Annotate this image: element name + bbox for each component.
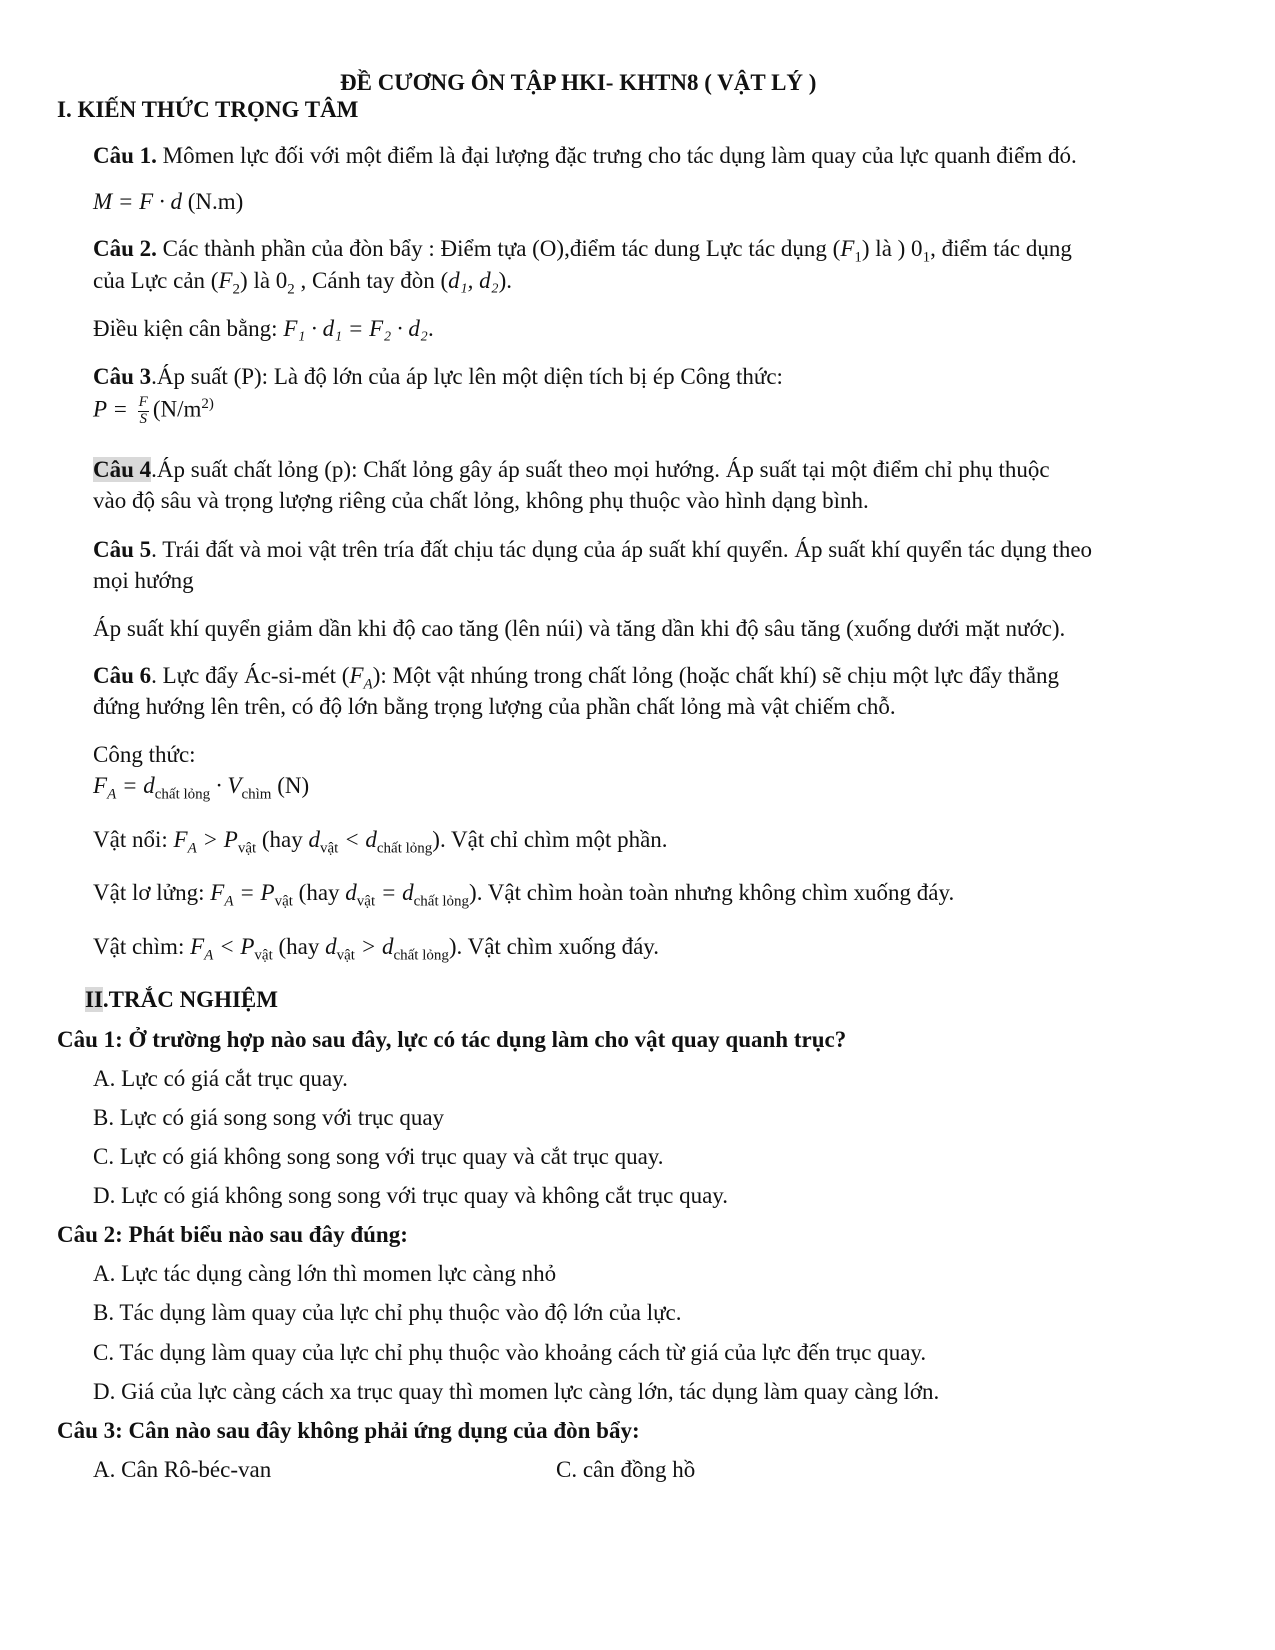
- c1-formula-expr: M = F · d: [93, 189, 182, 214]
- c6-formula-label: Công thức:: [93, 742, 196, 767]
- c1-text: Mômen lực đối với một điểm là đại lượng đặc trưng cho tác dụng làm quay của lực quanh điểm đó.: [156, 143, 1077, 168]
- q1-option-c: C. Lực có giá không song song với trục quay và cắt trục quay.: [93, 1144, 664, 1169]
- q2-option-b: B. Tác dụng làm quay của lực chỉ phụ thuộc vào độ lớn của lực.: [93, 1300, 682, 1325]
- c5-text1: . Trái đất và moi vật trên tría đất chịu tác dụng của áp suất khí quyển. Áp suất khí quyển tác dụng theo: [151, 537, 1093, 562]
- sink-c-sub: vật: [254, 947, 273, 964]
- c1-line: [93, 143, 1077, 169]
- c3-unit-sup: 2): [201, 395, 214, 412]
- c5-line1: [93, 537, 1092, 563]
- c6-text-a: . Lực đẩy Ác-si-mét (: [151, 663, 350, 688]
- susp-a: Vật lơ lửng:: [93, 880, 211, 905]
- c2-o1-sub: 1: [922, 249, 931, 266]
- c3-frac-den: S: [139, 410, 147, 427]
- sink-f: > d: [354, 934, 394, 959]
- c2-cond-formula: F₁ · d₁ = F₂ · d₂: [283, 316, 428, 341]
- c2-text-f: , Cánh tay đòn (: [294, 268, 449, 293]
- q1-option-a: A. Lực có giá cắt trục quay.: [93, 1066, 348, 1091]
- c1-label: Câu 1.: [93, 143, 157, 168]
- sink-e: d: [325, 934, 337, 959]
- sink-b-sub: A: [204, 947, 214, 964]
- c6-f-c: · V: [210, 773, 242, 798]
- c2-cond-end: .: [427, 316, 434, 341]
- float-f: < d: [338, 827, 377, 852]
- c2-text-a: Các thành phần của đòn bẩy : Điểm tựa (O),điểm tác dung Lực tác dụng (: [156, 236, 841, 261]
- c6-f-a-sub: A: [107, 786, 117, 803]
- c3-label: Câu 3: [93, 364, 152, 389]
- section-heading-1: I. KIẾN THỨC TRỌNG TÂM: [57, 97, 359, 122]
- sink-f-sub: chất lỏng: [393, 947, 449, 964]
- c2-f2-sub: 2: [232, 281, 241, 298]
- q3-option-c: C. cân đồng hồ: [556, 1457, 696, 1482]
- c2-f1: F: [840, 236, 855, 261]
- c2-text-g: ).: [498, 268, 513, 293]
- c2-label: Câu 2.: [93, 236, 157, 261]
- sink-a: Vật chìm:: [93, 934, 191, 959]
- c3-formula: [93, 395, 214, 428]
- q2-option-a: A. Lực tác dụng càng lớn thì momen lực càng nhỏ: [93, 1261, 557, 1286]
- c6-float: [93, 827, 668, 858]
- sink-g: ). Vật chìm xuống đáy.: [448, 934, 660, 959]
- c6-f-a: F: [93, 773, 108, 798]
- c5-line2: mọi hướng: [93, 568, 194, 593]
- page-title: ĐỀ CƯƠNG ÔN TẬP HKI- KHTN8 ( VẬT LÝ ): [340, 70, 817, 95]
- float-f-sub: chất lỏng: [376, 840, 433, 857]
- float-e: d: [308, 827, 321, 852]
- float-d: (hay: [256, 827, 309, 852]
- c6-fa: F: [349, 663, 364, 688]
- float-c-sub: vật: [237, 840, 257, 857]
- sink-b: F: [190, 934, 205, 959]
- c2-line1: [93, 236, 1072, 267]
- c4-text1: .Áp suất chất lỏng (p): Chất lỏng gây áp suất theo mọi hướng. Áp suất tại một điểm chỉ phụ thuộc: [151, 457, 1050, 482]
- q2-question: Câu 2: Phát biểu nào sau đây đúng:: [57, 1222, 408, 1247]
- c2-text-c: , điểm tác dụng: [930, 236, 1072, 261]
- q1-option-b: B. Lực có giá song song với trục quay: [93, 1105, 445, 1130]
- c2-f2: F: [218, 268, 233, 293]
- susp-d: (hay: [292, 880, 346, 905]
- float-c: > P: [196, 827, 238, 852]
- c6-fa-sub: A: [363, 676, 373, 693]
- c6-text-b: ): Một vật nhúng trong chất lỏng (hoặc chất khí) sẽ chịu một lực đẩy thẳng: [372, 663, 1060, 688]
- c3-formula-lhs: P =: [93, 396, 134, 422]
- c2-d-expr: d₁, d₂: [448, 268, 499, 293]
- susp-e-sub: vật: [356, 893, 376, 910]
- susp-b-sub: A: [224, 893, 234, 910]
- c6-line1: [93, 663, 1059, 694]
- c6-f-c-sub: chìm: [241, 786, 272, 803]
- susp-e: d: [345, 880, 357, 905]
- sink-d: (hay: [272, 934, 326, 959]
- c5-label: Câu 5: [93, 537, 152, 562]
- susp-g: ). Vật chìm hoàn toàn nhưng không chìm xuống đáy.: [469, 880, 955, 905]
- section-heading-2: [85, 987, 278, 1013]
- float-a: Vật nổi:: [93, 827, 174, 852]
- c2-text-e: ) là 0: [240, 268, 288, 293]
- sink-e-sub: vật: [336, 947, 355, 964]
- c4-line1: [93, 457, 1050, 483]
- q2-option-c: C. Tác dụng làm quay của lực chỉ phụ thuộc vào khoảng cách từ giá của lực đến trục quay.: [93, 1340, 927, 1365]
- c2-o2-sub: 2: [287, 281, 295, 298]
- c6-formula: [93, 773, 309, 804]
- q2-option-d: D. Giá của lực càng cách xa trục quay thì momen lực càng lớn, tác dụng làm quay càng lớn.: [93, 1379, 940, 1404]
- c4-label: Câu 4: [93, 457, 152, 482]
- c6-label: Câu 6: [93, 663, 152, 688]
- c6-f-unit: (N): [271, 773, 310, 798]
- q1-question: Câu 1: Ở trường hợp nào sau đây, lực có tác dụng làm cho vật quay quanh trục?: [57, 1027, 847, 1052]
- susp-f: = d: [375, 880, 414, 905]
- c5-line3: Áp suất khí quyển giảm dần khi độ cao tăng (lên núi) và tăng dần khi độ sâu tăng (xuống dưới mặt nước).: [93, 616, 1066, 641]
- c4-line2: vào độ sâu và trọng lượng riêng của chất lỏng, không phụ thuộc vào hình dạng bình.: [93, 488, 869, 513]
- c6-f-b-sub: chất lỏng: [154, 786, 211, 803]
- susp-c-sub: vật: [274, 893, 293, 910]
- c6-sink: [93, 934, 659, 965]
- c2-text-b: ) là ) 0: [861, 236, 923, 261]
- susp-c: = P: [233, 880, 275, 905]
- c6-suspend: [93, 880, 954, 911]
- section2-roman: II: [85, 987, 103, 1012]
- float-g: ). Vật chỉ chìm một phần.: [432, 827, 668, 852]
- c3-text: .Áp suất (P): Là độ lớn của áp lực lên một diện tích bị ép Công thức:: [151, 364, 783, 389]
- c2-cond-label: Điều kiện cân bằng:: [93, 316, 284, 341]
- c2-f1-sub: 1: [854, 249, 862, 266]
- susp-b: F: [210, 880, 225, 905]
- c2-line2: [93, 268, 512, 299]
- q3-option-a: A. Cân Rô-béc-van: [93, 1457, 272, 1482]
- c6-line2: đứng hướng lên trên, có độ lớn bằng trọng lượng của phần chất lỏng mà vật chiếm chỗ.: [93, 694, 896, 719]
- c3-frac-num: F: [138, 394, 148, 410]
- float-b: F: [173, 827, 188, 852]
- c2-condition: [93, 316, 434, 342]
- q1-option-d: D. Lực có giá không song song với trục quay và không cắt trục quay.: [93, 1183, 729, 1208]
- c2-text-d: của Lực cản (: [93, 268, 219, 293]
- section2-title: .TRẮC NGHIỆM: [102, 987, 278, 1012]
- c3-fraction: [138, 395, 149, 428]
- sink-c: < P: [213, 934, 255, 959]
- float-b-sub: A: [187, 840, 197, 857]
- c3-line: [93, 364, 783, 390]
- susp-f-sub: chất lỏng: [413, 893, 470, 910]
- c3-unit: (N/m: [152, 396, 202, 422]
- c1-formula: [93, 189, 243, 215]
- c1-formula-unit: (N.m): [181, 189, 244, 214]
- q3-question: Câu 3: Cân nào sau đây không phải ứng dụng của đòn bẩy:: [57, 1418, 640, 1443]
- float-e-sub: vật: [320, 840, 339, 857]
- c6-f-b: = d: [116, 773, 155, 798]
